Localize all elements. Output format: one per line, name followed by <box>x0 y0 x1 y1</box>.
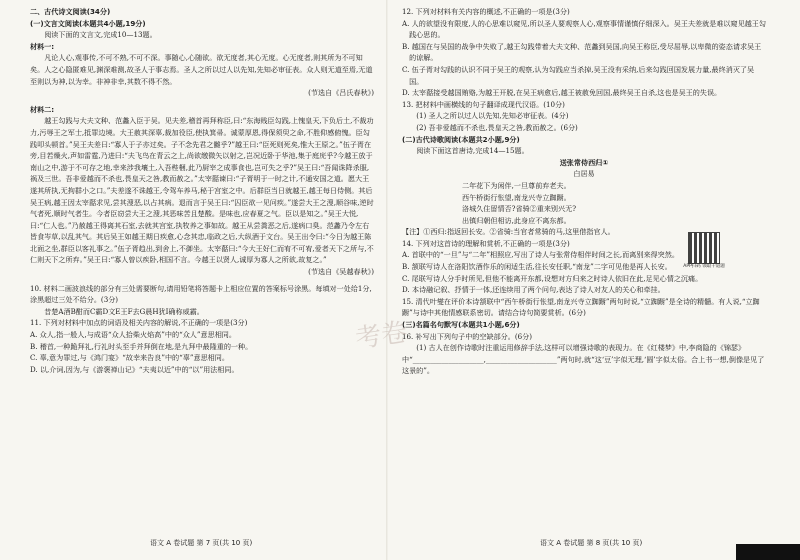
material-2-label: 材料二: <box>30 104 55 114</box>
q14-option-d: D. 本诗融记叙、抒情于一体,还连续用了两个问句,表达了诗人对友人的关心和牵挂。 <box>402 285 665 295</box>
poem-title: 送张常侍西归① <box>559 157 609 167</box>
question-11: 11. 下列对材料中加点的词语及相关内容的解说,不正确的一项是(3分) <box>30 318 248 328</box>
page-fold <box>386 0 388 560</box>
q14-option-b: B. 颔联写诗人在洛阳饮酒作乐的闲适生活,往长安任职,“南龙”二字可见他是再人长安。 <box>402 262 672 272</box>
q13-item-1: (1) 圣人之所以过人以先知,先知必审征表。(4分) <box>416 111 569 121</box>
subsection-title: (一)文言文阅读(本题共4小题,19分) <box>30 18 146 28</box>
left-page <box>30 6 374 375</box>
poem-line: 洛城久住留情否?省骑②重来别兴无? <box>462 204 577 214</box>
subsection-2-title: (二)古代诗歌阅读(本题共2小题,9分) <box>402 134 520 144</box>
corner-block <box>736 544 800 560</box>
q11-option-d: D. 以,介词,因为,与《游褒禅山记》“夫夷以近”中的“以”用法相同。 <box>30 364 239 374</box>
qr-code-icon[interactable] <box>688 232 720 264</box>
q12-option-d: D. 太宰嚭接受越国贿赂,为越王开脱,在吴王病愈后,越王被赦免回国,最终吴王自杀,这也是吴王的失误。 <box>402 88 722 98</box>
footer-left: 语文 A 卷试题 第 7 页(共 10 页) <box>150 539 253 547</box>
source-1: (节选自《吕氏春秋》) <box>308 88 374 98</box>
poem-line: 出镇归朝但相访,此身应不离东都。 <box>462 215 571 225</box>
material-2-text: 越王勾践与大夫文种、范蠡入臣于吴。见夫差,稽首再拜称臣,曰:“东海贱臣勾践,上愧皇天,下负后土,不裁功力,污辱王之军士,抵罪边境。大王赦其深辜,裁加役臣,使执箕帚。诚蒙厚恩,得保须臾之命,不胜仰感俯愧。臣勾践叩头顿首。”吴王夫差曰:“寡人于子亦过矣。子不念先君之雠乎?”越王曰:“臣死则死矣,惟大王原之。”伍子胥在旁,目若燥火,声如雷霆,乃进曰:“夫飞鸟在青云之上,尚欲缴微矢以射之,岂况近卧于华池,集于庭庑乎?今越王放于南山之中,游于不可存之地,幸来涉我壤土,入吾梐梱,此乃厨宰之成事食也,岂可失之乎?”吴王曰:“吾闻诛降杀服,祸及三世。吾非爱越而不杀也,畏皇天之咎,教而赦之。”太宰嚭谏曰:“子胥明于一时之计,不通安国之道。愿大王遂其所执,无拘群小之口。”夫差遂不诛越王,令驾车养马,秘于宫室之中。后群臣当日就越王,越王每日侍侧。其后吴王病,越王因太宰嚭求见,尝其溲恶,以占其病。退而言于吴王曰:“囚臣欲一见问疾。”遂尝大王之溲,顺谷味,逆时气者死,顺时气者生。今者臣窃尝大王之溲,其恶味苦且楚酸。是味也,应春夏之气。臣以是知之。”吴王大悦,曰:“仁人也。”乃赦越王得离其石室,去就其宫室,执牧养之事如故。越王从尝粪恶之后,遂病口臭。范蠡乃令左右皆食岑草,以乱其气。其后吴王如越王期日疾愈,心念其忠,临政之后,大纵酒于文台。吴王出令曰:“今日为越王陈北面之坐,群臣以客礼事之。”伍子胥趋出,到舍上,不御坐。太宰嚭曰:“今大王好仁而宥不可宥,爱者天下之所与,不仁则天下之所弃。”吴王曰:“寡人曾以疾卧,相国不言。今越王以贤人,诚厚为寡人之所欲,故复之。” <box>30 116 374 265</box>
question-16: 16. 补写出下列句子中的空缺部分。(6分) <box>402 331 532 341</box>
qr-caption: APP扫码 领取千道题 <box>683 264 725 269</box>
question-12: 12. 下列对材料有关内容的概述,不正确的一项是(3分) <box>402 7 570 16</box>
q16-text: (1) 古人在创作诗歌时注重运用修辞手法,这样可以增强诗歌的表现力。在《红楼梦》中,李商隐的《锦瑟》中“____________________,____________________”两句时,就“这‘豆’字似无理,‘圆’字似太俗。合上书一想,倒像是见了这景的”。 <box>402 343 765 376</box>
poem-line: 二年花下为闲伴,一旦尊前弃老夫。 <box>462 180 571 190</box>
q13-item-2: (2) 吾非爱越而不杀也,畏皇天之咎,教而赦之。(6分) <box>416 122 578 132</box>
footer-right: 语文 A 卷试题 第 8 页(共 10 页) <box>540 539 643 547</box>
subsection-3-title: (三)名篇名句默写(本题共1小题,6分) <box>402 320 520 330</box>
question-10: 10. 材料二画波浪线的部分有三处需要断句,请用铅笔将答题卡上相应位置的答案标号涂黑。每填对一处给1分,涂黑超过三处不给分。(3分) <box>30 283 372 305</box>
question-14: 14. 下列对这首诗的理解和赏析,不正确的一项是(3分) <box>402 238 570 248</box>
intro-text: 阅读下面的文言文,完成10—13题。 <box>44 30 157 40</box>
poem-note: 【注】①西归:指返回长安。②省骑:当官者常骑的马,这里借指官人。 <box>402 227 615 237</box>
material-1-label: 材料一: <box>30 41 55 51</box>
section-title: 二、古代诗文阅读(34分) <box>30 7 111 16</box>
q14-option-a: A. 首联中的“一旦”与“二年”相照应,写出了诗人与张常侍相伴时间之长,而离别来得突然。 <box>402 250 679 260</box>
q14-option-c: C. 尾联写诗人分手时所见,但他不能离开东都,设想对方归来之时诗人依旧在此,足见心情之沉痛。 <box>402 273 703 283</box>
question-13: 13. 把材料中画横线的句子翻译成现代汉语。(10分) <box>402 99 565 109</box>
q12-option-a: A. 人的欲望没有限度,人的心思难以窥见,所以圣人要观察人心,观察事情谨慎仔细深入。吴王夫差就是难以窥见越王勾践心思的。 <box>402 18 766 40</box>
q11-option-b: B. 稽首,一种跪拜礼,行礼时头至手并拜倒在地,是九拜中最隆重的一种。 <box>30 341 253 351</box>
material-1-text: 凡论人心,观事传,不可不熟,不可不深。事随心,心随欲。欲无度者,其心无度。心无度者,则其所为不可知矣。人之心隐匿难见,渊深难测,故圣人于事志焉。圣人之所以过人以先知,先知必审征表。众人则无道至焉,无道至则以为神,以为幸。非神非幸,其数不得不然。 <box>30 53 373 86</box>
right-page <box>402 6 766 377</box>
question-10-line: 昔楚A酒B酣而C霸D文E王F去G晨H犹I确称威霸。 <box>44 306 204 316</box>
poem-author: 白居易 <box>573 169 595 179</box>
q11-option-c: C. 辜,意为罪过,与《鸿门宴》“故幸来告良”中的“辜”意思相同。 <box>30 353 229 363</box>
subsection-2-intro: 阅读下面这首唐诗,完成14—15题。 <box>416 146 529 156</box>
source-2: (节选自《吴越春秋》) <box>308 267 374 277</box>
poem-line: 西午桥街行怅望,南龙兴寺立踟蹰。 <box>462 192 571 202</box>
question-15: 15. 清代叶燮在评价本诗颔联中“西午桥街行怅望,南龙兴寺立踟蹰”两句时说,“立踟蹰”是全诗的精髓。有人说,“立踟蹰”与诗中其他情感联系密切。请结合诗句简要赏析。(6分) <box>402 296 760 318</box>
q12-option-b: B. 越国在与吴国的战争中失败了,越王勾践带着大夫文种、范蠡到吴国,向吴王称臣,受尽屈辱,以卑微的姿态请求吴王的谅解。 <box>402 41 762 63</box>
q11-option-a: A. 众人,指一般人,与成语“众人拾柴火焰高”中的“众人”意思相同。 <box>30 330 236 340</box>
q12-option-c: C. 伍子胥对勾践的认识不同于吴王的观察,认为勾践应当杀掉,吴王没有采纳,后来勾践回国发展力量,最终消灭了吴国。 <box>402 64 755 86</box>
watermark: 考卷 <box>353 317 410 355</box>
